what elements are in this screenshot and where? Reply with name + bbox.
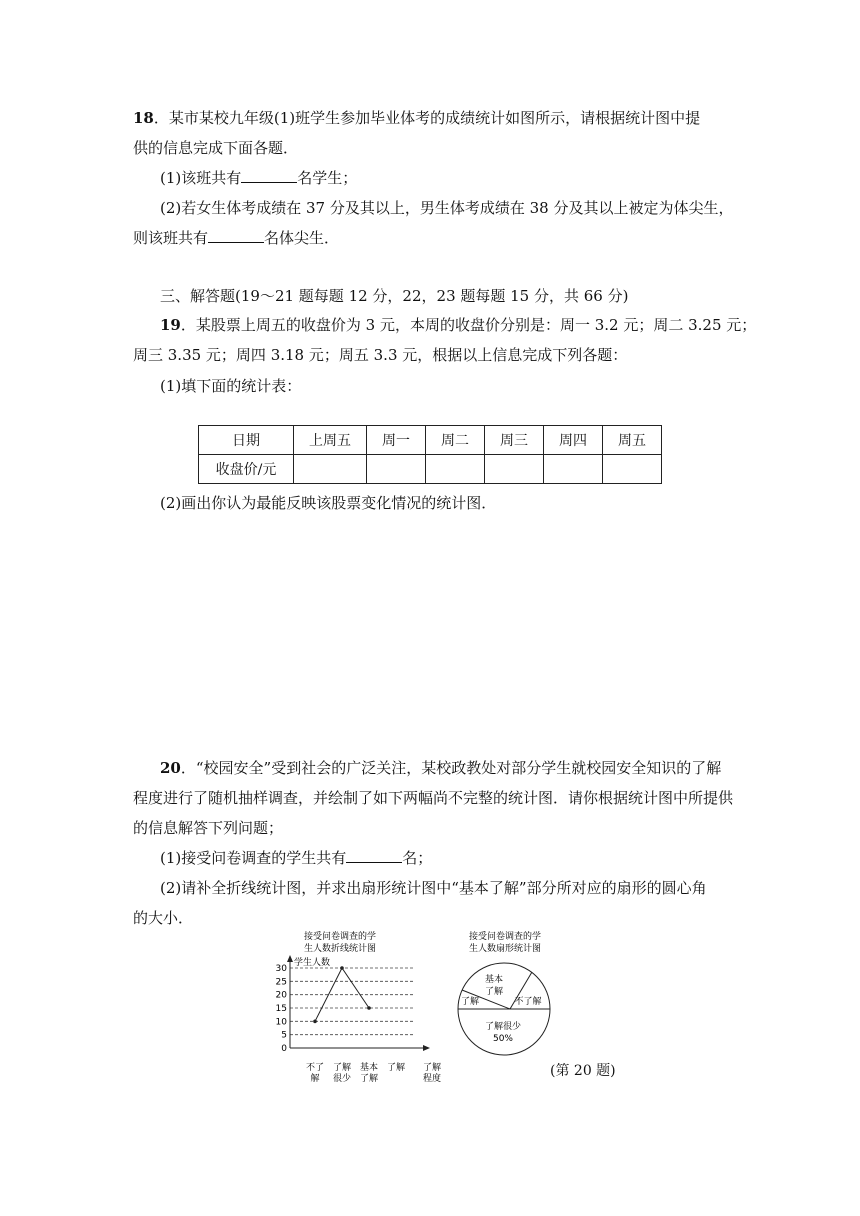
- q20-text1: ．“校园安全”受到社会的广泛关注，某校政教处对部分学生就校园安全知识的了解: [180, 759, 722, 777]
- data-point: [340, 966, 344, 970]
- x-tick-label: 基本: [359, 1063, 379, 1073]
- table-header-cell: 周五: [603, 426, 662, 455]
- y-tick-label: 25: [275, 977, 287, 988]
- q19-line2: 周三 3.35 元；周四 3.18 元；周五 3.3 元，根据以上信息完成下列各题：: [133, 346, 628, 364]
- table-header-cell: 周四: [544, 426, 603, 455]
- q18-number: 18: [133, 109, 154, 127]
- data-point: [313, 1020, 317, 1024]
- q20-line2: 程度进行了随机抽样调查，并绘制了如下两幅尚不完整的统计图．请你根据统计图中所提供: [133, 789, 734, 807]
- pie-chart-title: 生人数扇形统计图: [468, 944, 542, 954]
- q18-sub2-post: 名体尖生．: [264, 229, 340, 247]
- pie-chart: [458, 930, 550, 1055]
- answer-blank[interactable]: [346, 848, 402, 863]
- q20-sub2-line2: 的大小．: [133, 909, 194, 927]
- q20-figure-svg: [270, 928, 570, 1088]
- table-header-cell: 周二: [426, 426, 485, 455]
- table-header-cell: 日期: [199, 426, 294, 455]
- section-detail: (19～21 题每题 12 分，22，23 题每题 15 分，共 66 分): [235, 287, 629, 305]
- x-axis-arrow-icon: [423, 1045, 430, 1051]
- pie-label-none: 不了解: [514, 997, 542, 1007]
- table-input-cell[interactable]: [426, 455, 485, 484]
- x-tick-label: 不了: [305, 1063, 325, 1073]
- q18-sub2-pre: 则该班共有: [133, 229, 209, 247]
- q18-sub1-pre: (1)该班共有: [160, 169, 242, 187]
- q20-figure: [270, 928, 570, 1088]
- data-point: [367, 1006, 371, 1010]
- table-header-cell: 周一: [367, 426, 426, 455]
- figure-caption: (第 20 题): [550, 1063, 616, 1079]
- pie-chart-title: 接受问卷调查的学: [468, 932, 542, 942]
- y-ticks: [276, 964, 288, 1054]
- x-tick-label: 解: [310, 1074, 320, 1084]
- q20-line3: 的信息解答下列问题；: [133, 819, 284, 837]
- gridlines: [290, 968, 415, 1035]
- y-axis-arrow-icon: [287, 955, 293, 962]
- x-axis-label: 程度: [422, 1074, 442, 1084]
- stock-price-table: [198, 425, 662, 484]
- line-chart-title: 接受问卷调查的学: [303, 932, 377, 942]
- answer-blank[interactable]: [241, 168, 297, 183]
- pie-label-basic: 基本: [484, 975, 504, 985]
- table-row: [199, 455, 662, 484]
- q18-sub1-post: 名学生；: [297, 169, 358, 187]
- q20-sub2-line1: (2)请补全折线统计图，并求出扇形统计图中“基本了解”部分所对应的扇形的圆心角: [160, 879, 707, 897]
- q20-sub1-pre: (1)接受问卷调查的学生共有: [160, 849, 347, 867]
- section-title: 三、解答题: [160, 287, 236, 305]
- table-row-label: 收盘价/元: [199, 455, 294, 484]
- x-tick-label: 了解: [359, 1074, 379, 1084]
- table-header-row: [199, 426, 662, 455]
- x-ticks: [306, 1061, 405, 1084]
- table-input-cell[interactable]: [603, 455, 662, 484]
- y-tick-label: 5: [281, 1030, 287, 1041]
- x-axis-label: 了解: [422, 1063, 442, 1073]
- q18-line1: [133, 108, 700, 128]
- y-tick-label: 0: [281, 1044, 287, 1054]
- q20-sub1: [160, 848, 432, 868]
- x-tick-label: 了解: [386, 1063, 406, 1073]
- q18-line2: 供的信息完成下面各题．: [133, 139, 299, 157]
- y-tick-label: 10: [275, 1017, 287, 1028]
- q19-sub2: (2)画出你认为最能反映该股票变化情况的统计图．: [160, 494, 497, 512]
- q20-sub1-post: 名；: [402, 849, 433, 867]
- table-input-cell[interactable]: [294, 455, 367, 484]
- q19-number: 19: [160, 316, 181, 334]
- q20-line1: [160, 758, 721, 778]
- table-input-cell[interactable]: [544, 455, 603, 484]
- answer-blank[interactable]: [208, 228, 264, 243]
- table-header-cell: 周三: [485, 426, 544, 455]
- q19-text1: ．某股票上周五的收盘价为 3 元，本周的收盘价分别是：周一 3.2 元；周二 3.25 元；: [180, 316, 757, 334]
- q19-line1: [160, 315, 756, 335]
- q20-number: 20: [160, 759, 181, 777]
- y-axis-label: 学生人数: [294, 958, 331, 968]
- table-header-cell: 上周五: [294, 426, 367, 455]
- q18-sub1: [160, 168, 357, 188]
- section-heading: [160, 286, 628, 306]
- pie-label-percent: 50%: [492, 1034, 514, 1044]
- line-chart: [276, 930, 441, 1084]
- x-tick-label: 了解: [332, 1063, 352, 1073]
- pie-label-basic: 了解: [484, 987, 504, 997]
- q18-text1: ．某市某校九年级(1)班学生参加毕业体考的成绩统计如图所示，请根据统计图中提: [153, 109, 701, 127]
- y-tick-label: 15: [275, 1004, 287, 1014]
- q18-sub2-line1: (2)若女生体考成绩在 37 分及其以上，男生体考成绩在 38 分及其以上被定为体尖生，: [160, 199, 734, 217]
- y-tick-label: 20: [275, 990, 287, 1001]
- pie-label-little: 了解很少: [484, 1022, 522, 1032]
- line-chart-title: 生人数折线统计图: [303, 944, 377, 954]
- q19-sub1: (1)填下面的统计表：: [160, 377, 302, 395]
- pie-label-know: 了解: [460, 997, 480, 1007]
- x-tick-label: 很少: [332, 1074, 352, 1084]
- q18-sub2-line2: [133, 228, 339, 248]
- table-input-cell[interactable]: [485, 455, 544, 484]
- y-tick-label: 30: [275, 964, 287, 974]
- table-input-cell[interactable]: [367, 455, 426, 484]
